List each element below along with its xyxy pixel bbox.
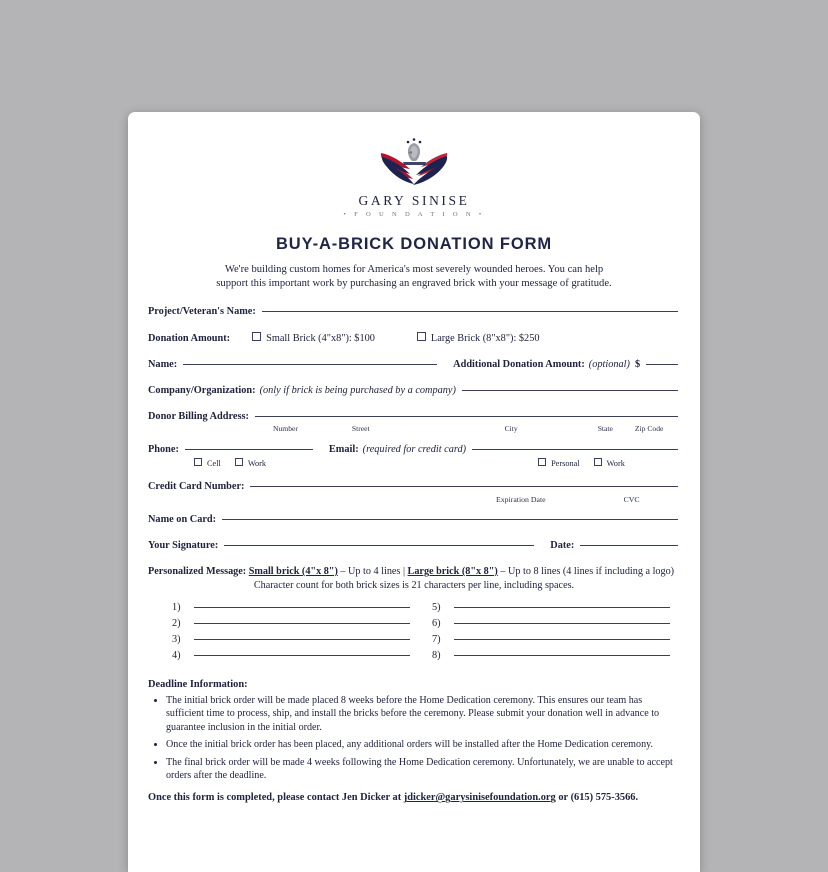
- name-label: Name:: [148, 358, 178, 370]
- footer-email-link[interactable]: jdicker@garysinisefoundation.org: [403, 792, 556, 804]
- email-option-work-label: Work: [606, 458, 625, 468]
- page-title: BUY-A-BRICK DONATION FORM: [275, 235, 553, 253]
- message-line-5-number: 5): [432, 601, 441, 613]
- message-lines-grid: [148, 602, 680, 666]
- additional-donation-note: (optional): [588, 358, 630, 370]
- name-input[interactable]: [183, 364, 437, 365]
- organization-logo: [148, 136, 680, 218]
- address-sublabel-zip: Zip Code: [634, 423, 664, 433]
- signature-label: Your Signature:: [148, 539, 219, 551]
- date-label: Date:: [550, 539, 575, 551]
- personalized-message-label: Personalized Message:: [148, 565, 247, 577]
- field-credit-card: [148, 481, 680, 504]
- additional-donation-label: Additional Donation Amount:: [453, 358, 585, 370]
- additional-donation-input[interactable]: [646, 364, 678, 365]
- date-input[interactable]: [580, 545, 678, 546]
- message-line-4: [172, 650, 412, 666]
- field-signature-date: [148, 540, 680, 551]
- footer-contact-note: [148, 792, 680, 803]
- checkbox-email-work[interactable]: [594, 458, 602, 466]
- address-sublabel-street: Street: [351, 423, 370, 433]
- email-option-personal-label: Personal: [551, 458, 580, 468]
- address-sublabel-city: City: [504, 423, 518, 433]
- billing-address-input[interactable]: [255, 416, 678, 417]
- document-page: [128, 112, 700, 872]
- checkbox-phone-cell[interactable]: [194, 458, 202, 466]
- large-brick-link[interactable]: Large brick (8"x 8"): [407, 565, 498, 577]
- donation-option-large-brick[interactable]: [417, 332, 540, 344]
- intro-paragraph: We're building custom homes for America's most severely wounded heroes. You can help support this important work by purchasing an engraved brick with your message of gratitude.: [216, 264, 612, 289]
- signature-input[interactable]: [224, 545, 534, 546]
- message-line-7-input[interactable]: [454, 639, 670, 640]
- small-brick-text: – Up to 4 lines: [340, 565, 401, 577]
- donation-amount-label: Donation Amount:: [148, 332, 231, 344]
- message-line-7: [432, 634, 672, 650]
- credit-card-label: Credit Card Number:: [148, 480, 245, 492]
- small-brick-link[interactable]: Small brick (4"x 8"): [248, 565, 338, 577]
- checkbox-small-brick[interactable]: [252, 332, 261, 341]
- message-line-6: [432, 618, 672, 634]
- project-veteran-name-label: Project/Veteran's Name:: [148, 305, 256, 317]
- email-note: (required for credit card): [362, 443, 467, 455]
- email-option-personal[interactable]: [538, 458, 580, 468]
- phone-option-work[interactable]: [235, 458, 266, 468]
- address-sublabels: [148, 424, 680, 433]
- name-on-card-label: Name on Card:: [148, 513, 217, 525]
- deadline-bullet-3: • The final brick order will be made 4 weeks following the Home Dedication ceremony. Unfortunately, we are unable to accept orders after the deadline.: [166, 756, 680, 783]
- brick-separator: |: [402, 565, 405, 577]
- credit-card-input[interactable]: [250, 486, 678, 487]
- message-line-8-number: 8): [432, 649, 441, 661]
- deadline-bullet-2: • Once the initial brick order has been placed, any additional orders will be installed after the Home Dedication ceremony.: [166, 738, 680, 751]
- currency-symbol: $: [634, 358, 641, 370]
- message-line-1: [172, 602, 412, 618]
- personalized-message-section: [148, 566, 680, 666]
- donation-option-small-brick-label: Small Brick (4"x8"): $100: [266, 332, 375, 344]
- footer-suffix: or (615) 575-3566.: [555, 792, 639, 804]
- expiration-date-label: Expiration Date: [496, 494, 546, 504]
- donation-option-small-brick[interactable]: [252, 332, 375, 344]
- project-veteran-name-input[interactable]: [262, 311, 678, 312]
- phone-input[interactable]: [185, 449, 313, 450]
- deadline-bullet-list: [148, 694, 680, 783]
- donation-option-large-brick-label: Large Brick (8"x8"): $250: [430, 332, 540, 344]
- message-line-2: [172, 618, 412, 634]
- eagle-logo-icon: [377, 136, 451, 190]
- message-line-5-input[interactable]: [454, 607, 670, 608]
- message-line-3: [172, 634, 412, 650]
- message-line-8: [432, 650, 672, 666]
- message-line-2-number: 2): [172, 617, 181, 629]
- field-billing-address: [148, 411, 680, 433]
- message-line-4-number: 4): [172, 649, 181, 661]
- email-label: Email:: [328, 443, 359, 455]
- large-brick-text: – Up to 8 lines (4 lines if including a logo): [500, 565, 675, 577]
- company-note: (only if brick is being purchased by a company): [259, 384, 456, 396]
- message-line-3-input[interactable]: [194, 639, 410, 640]
- message-line-2-input[interactable]: [194, 623, 410, 624]
- deadline-bullet-1: • The initial brick order will be made placed 8 weeks before the Home Dedication ceremony. This ensures our team has sufficient time to process, ship, and install the bricks before the ceremony. Please submit your donation well in advance to guarantee inclusion in the initial order.: [166, 694, 680, 734]
- message-line-5: [432, 602, 672, 618]
- message-line-6-number: 6): [432, 617, 441, 629]
- message-line-8-input[interactable]: [454, 655, 670, 656]
- address-sublabel-number: Number: [273, 423, 298, 433]
- checkbox-email-personal[interactable]: [538, 458, 546, 466]
- deadline-section: [148, 679, 680, 783]
- message-line-6-input[interactable]: [454, 623, 670, 624]
- deadline-heading: Deadline Information:: [148, 678, 248, 690]
- checkbox-large-brick[interactable]: [417, 332, 426, 341]
- phone-option-cell-label: Cell: [207, 458, 221, 468]
- field-phone-email: [148, 444, 680, 468]
- phone-option-work-label: Work: [247, 458, 267, 468]
- message-line-1-number: 1): [172, 601, 181, 613]
- logo-sub-wordmark: • F O U N D A T I O N •: [343, 211, 485, 218]
- phone-option-cell[interactable]: [194, 458, 221, 468]
- cvc-label: CVC: [623, 494, 640, 504]
- checkbox-phone-work[interactable]: [235, 458, 243, 466]
- name-on-card-input[interactable]: [222, 519, 678, 520]
- message-line-4-input[interactable]: [194, 655, 410, 656]
- field-name-and-additional-donation: [148, 359, 680, 370]
- email-input[interactable]: [472, 449, 678, 450]
- message-line-7-number: 7): [432, 633, 441, 645]
- phone-label: Phone:: [148, 443, 179, 455]
- character-count-note: Character count for both brick sizes is 21 characters per line, including spaces.: [253, 579, 575, 591]
- message-line-1-input[interactable]: [194, 607, 410, 608]
- company-input[interactable]: [462, 390, 678, 391]
- billing-address-label: Donor Billing Address:: [148, 410, 249, 422]
- logo-wordmark: GARY SINISE: [358, 193, 470, 208]
- field-donation-amount: [148, 332, 680, 344]
- field-name-on-card: [148, 514, 680, 525]
- address-sublabel-state: State: [597, 423, 613, 433]
- field-company-organization: [148, 385, 680, 396]
- field-project-veteran-name: [148, 306, 680, 317]
- footer-prefix: Once this form is completed, please contact Jen Dicker at: [148, 792, 404, 804]
- email-option-work[interactable]: [594, 458, 625, 468]
- message-line-3-number: 3): [172, 633, 181, 645]
- company-label: Company/Organization:: [148, 384, 256, 396]
